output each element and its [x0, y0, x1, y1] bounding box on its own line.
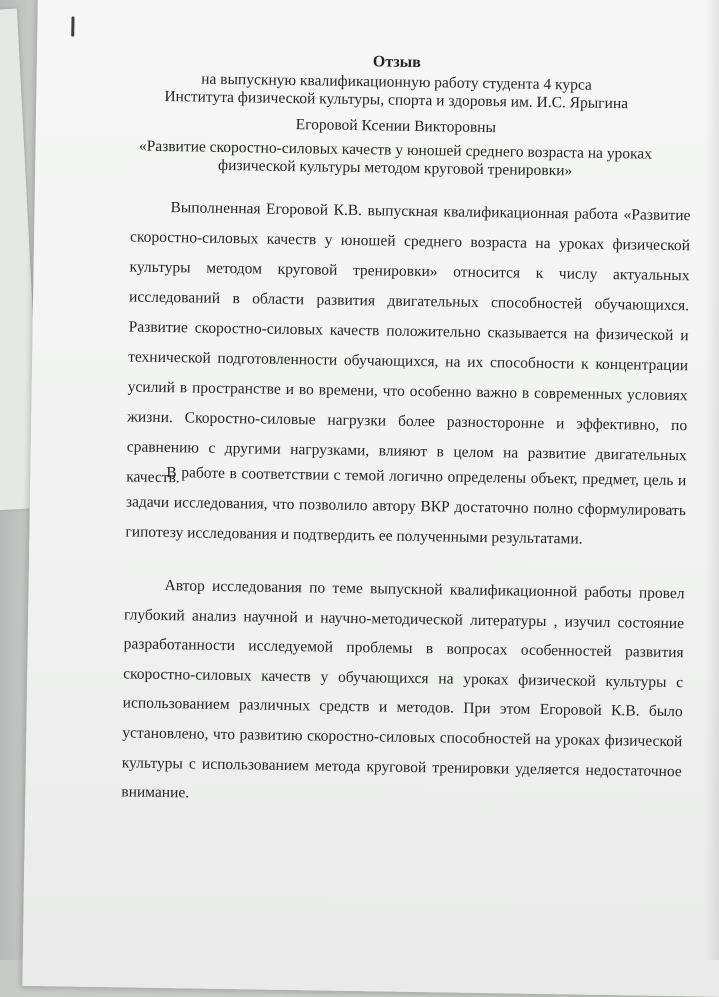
staple-mark	[71, 17, 74, 37]
document-page	[22, 0, 719, 997]
paragraph-3: Автор исследования по теме выпускной квалификационной работы провел глубокий анализ научной и научно-методической литературы , изучил состояние разработанности исследуемой проблемы в вопросах особенностей развития скоростно-силовых качеств у обучающихся на уроках физической культуры с использованием различных средств и методов. При этом Егоровой К.В. было установлено, что развитию скоростно-силовых способностей на уроках физической культуры с использованием метода круговой тренировки уделяется недостаточное внимание.	[121, 577, 685, 802]
subtitle-line-2: Института физической культуры, спорта и здоровья им. И.С. Ярыгина	[164, 88, 629, 113]
paragraph-2: В работе в соответствии с темой логично определены объект, предмет, цель и задачи исследования, что позволило автору ВКР достаточно полно сформулировать гипотезу исследования и подтвердить ее полученными результатами.	[125, 464, 687, 548]
student-name: Егоровой Ксении Викторовны	[295, 116, 497, 137]
document-title: Отзыв	[372, 53, 422, 72]
paragraph-1: Выполненная Егоровой К.В. выпускная квалификационная работа «Развитие скоростно-силовых качеств у юношей среднего возраста на уроках физической культуры методом круговой тренировки» относится к числу актуальных исследований в области развития двигательных способностей обучающихся. Развитие скоростно-силовых качеств положительно сказывается на физической и технической подготовленности обучающихся, на их способности к концентрации усилий в пространстве и во времени, что особенно важно в современных условиях жизни. Скоростно-силовые нагрузки более разносторонне и эффективно, по сравнению с другими нагрузками, влияют в целом на развитие двигательных качеств.	[126, 199, 691, 487]
page-edge-shadow	[705, 0, 719, 960]
work-title: «Развитие скоростно-силовых качеств у юношей среднего возраста на уроках физической культуры методом круговой тренировки»	[138, 137, 653, 180]
subtitle-line-1: на выпускную квалификационную работу студента 4 курса	[201, 70, 593, 94]
